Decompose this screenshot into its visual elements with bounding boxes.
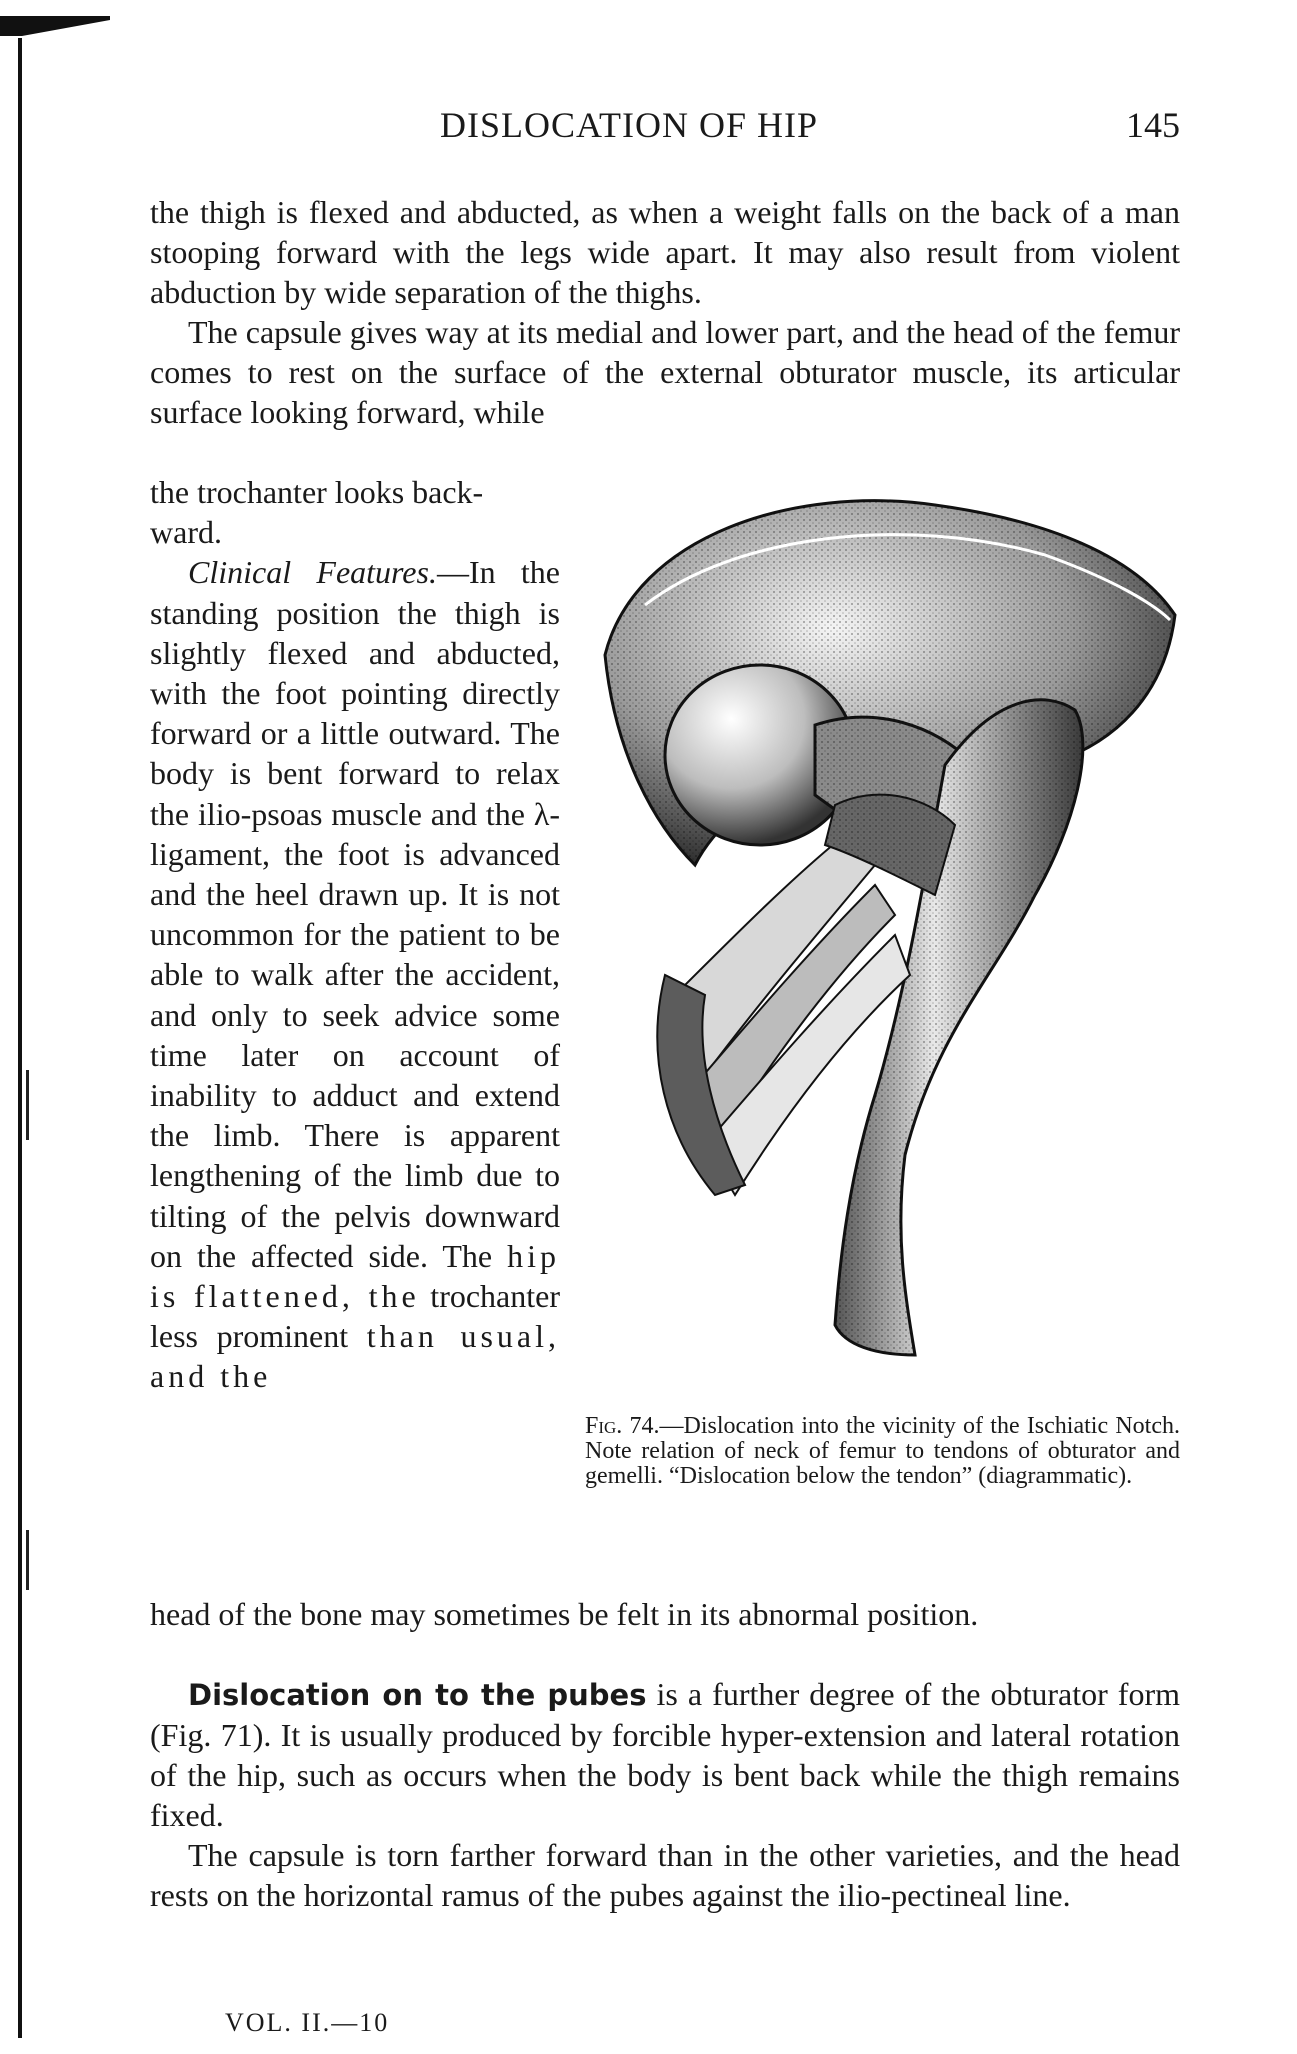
hip-dislocation-illustration (575, 495, 1185, 1415)
page-number: 145 (1126, 105, 1180, 145)
clinical-features-heading: Clinical Features. (188, 554, 437, 591)
figure-caption (585, 1414, 1180, 1489)
clinical-text-lead: —In the standing position the thigh is slightly flexed and abducted, with the foot pointing directly forward or a little outward. The body is bent forward to relax the ilio-psoas muscle and the (150, 554, 561, 832)
clinical-text-spaced: hip is flattened, the (150, 1237, 561, 1315)
running-header (150, 104, 1180, 154)
pubes-text: is a further degree of the obturator form (Fig. 71). It is usually produced by forcible hyper-extension and lateral rotation of the hip, such as occurs when the body is bent back while the thigh remains fixed. (150, 1676, 1181, 1833)
paragraph-capsule: The capsule gives way at its medial and lower part, and the head of the femur comes to rest on the surface of the external obturator muscle, its articular surface looking forward, while (150, 314, 1180, 430)
clinical-text-spaced-2: than usual, and the (150, 1318, 560, 1395)
clinical-text-end: head of the bone may sometimes be felt in its abnormal position. (150, 1596, 979, 1632)
pubes-paragraph (150, 1674, 1180, 1835)
pubes-heading: Dislocation on to the pubes (188, 1678, 647, 1712)
body-text-continued (150, 1594, 1180, 1634)
clinical-text-mid: λ-ligament, the foot is advanced and the heel drawn up. It is not uncommon for the patient to be able to walk after the accident, and only to seek advice some time later on account of inability to adduct and extend the limb. There is apparent lengthening of the limb due to tilting of the pelvis downward on the affected side. The (150, 795, 561, 1274)
edge-mark (26, 1530, 29, 1590)
edge-mark (26, 1070, 29, 1140)
binding-corner (0, 16, 110, 36)
column-line: ward. (150, 514, 222, 551)
body-text-bottom (150, 1674, 1180, 1915)
last-paragraph: The capsule is torn farther forward than in the other varieties, and the head rests on the horizontal ramus of the pubes against the ilio-pectineal line. (150, 1837, 1180, 1913)
body-text-top (150, 192, 1180, 432)
column-line: the trochanter looks back- (150, 474, 484, 510)
clinical-features-paragraph (150, 552, 560, 1396)
text-column (150, 472, 560, 1397)
paragraph-continued: the thigh is flexed and abducted, as when a weight falls on the back of a man stooping forward with the legs wide apart. It may also result from violent abduction by wide separation of the thighs. (150, 194, 1180, 310)
clinical-text-after: trochanter less prominent (150, 1278, 560, 1355)
signature-mark: VOL. II.—10 (225, 2008, 390, 2037)
page-binding-edge (18, 38, 22, 2038)
figure-caption-text: —Dislocation into the vicinity of the Ischiatic Notch. Note relation of neck of femur to tendons of obturator and gemelli. “Dislocation below the tendon” (diagrammatic). (585, 1413, 1180, 1489)
running-title: DISLOCATION OF HIP (440, 105, 819, 145)
figure-label: Fig. 74. (585, 1413, 660, 1439)
